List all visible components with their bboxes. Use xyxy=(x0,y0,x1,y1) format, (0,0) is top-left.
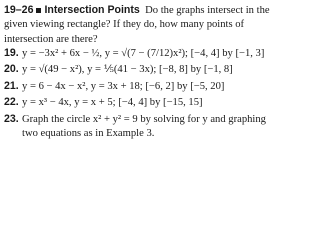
section-title: Intersection Points xyxy=(44,4,140,16)
problem-22 xyxy=(4,95,296,110)
problem-text: y = √(49 − x²), y = ⅕(41 − 3x); [−8, 8] by [−1, 8] xyxy=(22,64,233,75)
problem-19 xyxy=(4,46,296,61)
problem-21 xyxy=(4,79,296,94)
problem-number: 20. xyxy=(4,63,19,75)
problem-text: Graph the circle x² + y² = 9 by solving for y and graphing xyxy=(22,114,266,125)
section-header xyxy=(4,3,294,47)
problem-number: 23. xyxy=(4,113,19,125)
problem-20 xyxy=(4,62,296,77)
problem-23 xyxy=(4,112,296,142)
problem-text: y = x³ − 4x, y = x + 5; [−4, 4] by [−15, 15] xyxy=(22,97,203,108)
problem-text: y = 6 − 4x − x², y = 3x + 18; [−6, 2] by [−5, 20] xyxy=(22,81,225,92)
exercise-range: 19–26 xyxy=(4,4,34,16)
problem-number: 21. xyxy=(4,80,19,92)
square-bullet-icon xyxy=(36,8,41,13)
problem-number: 19. xyxy=(4,47,19,59)
section-instructions: Do the graphs intersect in the given viewing rectangle? If they do, how many points of intersection are there? xyxy=(4,5,270,45)
problem-text-continuation: two equations as in Example 3. xyxy=(22,128,155,140)
problem-number: 22. xyxy=(4,96,19,108)
problem-text: y = −3x² + 6x − ½, y = √(7 − (7/12)x²); [−4, 4] by [−1, 3] xyxy=(22,48,265,59)
